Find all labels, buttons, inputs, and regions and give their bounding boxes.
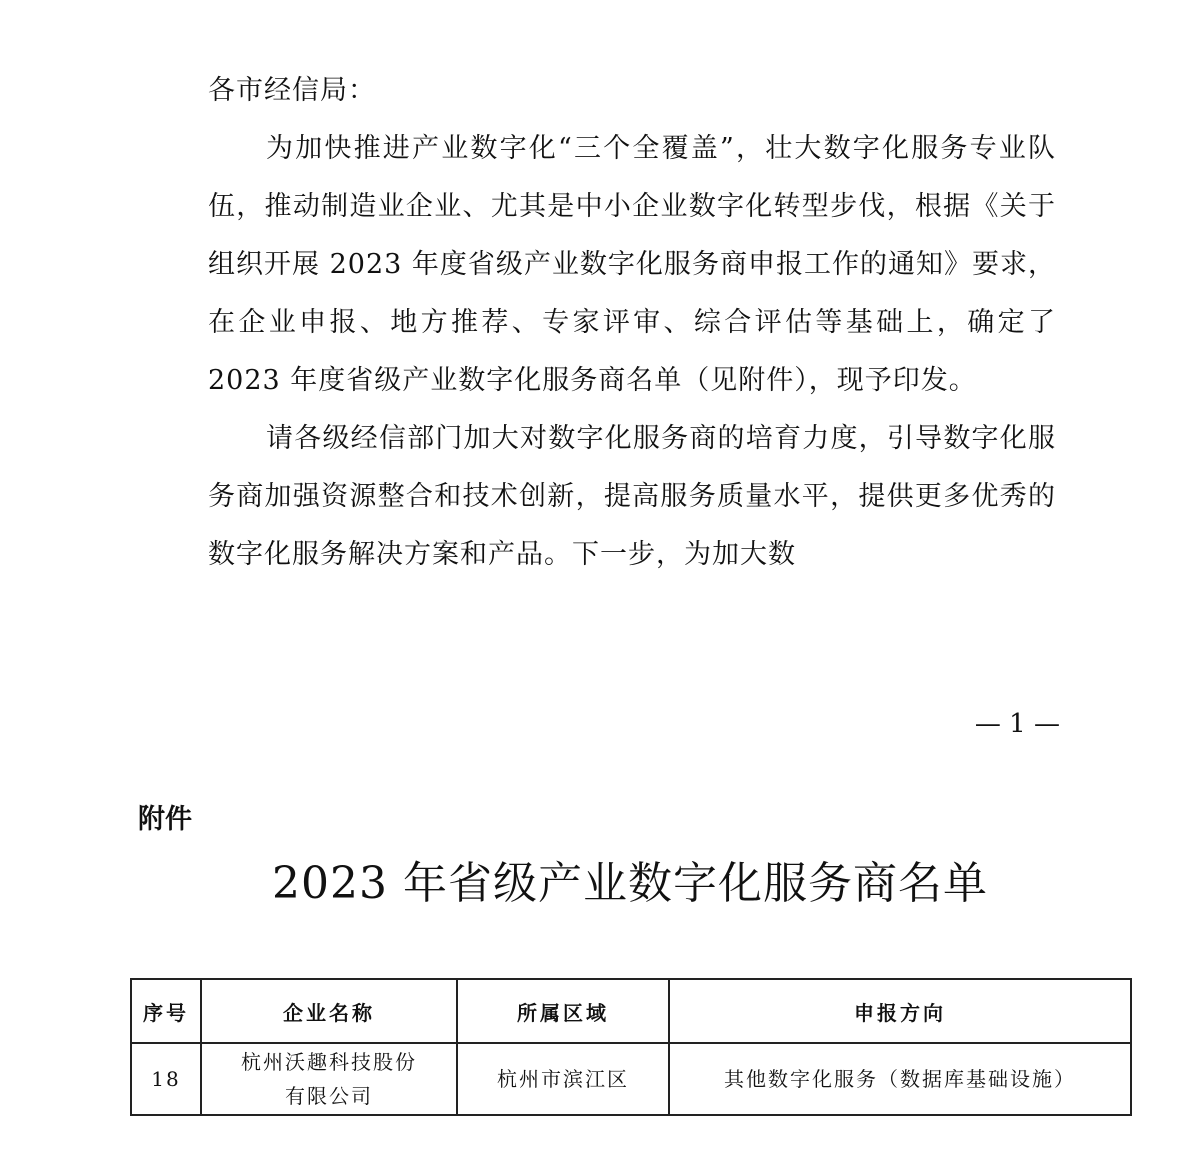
- paragraph-1: 为加快推进产业数字化“三个全覆盖”，壮大数字化服务专业队伍，推动制造业企业、尤其是中小企业数字化转型步伐，根据《关于组织开展 2023 年度省级产业数字化服务商申报工作的通知》要求，在企业申报、地方推荐、专家评审、综合评估等基础上，确定了 2023 年度省级产业数字化服务商名单（见附件），现予印发。: [208, 133, 1056, 396]
- annex-label: 附件: [138, 804, 192, 835]
- provider-table: [130, 978, 1132, 1116]
- cell-region: 杭州市滨江区: [457, 1043, 669, 1115]
- salutation: 各市经信局：: [208, 75, 376, 106]
- annex-title: 2023 年省级产业数字化服务商名单: [272, 858, 988, 909]
- letter-body: [208, 62, 1056, 584]
- page-number: — 1 —: [974, 709, 1060, 739]
- company-name-line-1: 杭州沃趣科技股份: [241, 1050, 417, 1074]
- header-company-name: 企业名称: [201, 979, 457, 1043]
- header-region: 所属区域: [457, 979, 669, 1043]
- table-header-row: [131, 979, 1131, 1043]
- cell-company-name: [201, 1043, 457, 1115]
- cell-direction: 其他数字化服务（数据库基础设施）: [669, 1043, 1131, 1115]
- company-name-line-2: 有限公司: [285, 1084, 373, 1108]
- header-serial-number: 序号: [131, 979, 201, 1043]
- table-row: [131, 1043, 1131, 1115]
- header-direction: 申报方向: [669, 979, 1131, 1043]
- cell-serial-number: 18: [131, 1043, 201, 1115]
- paragraph-2: 请各级经信部门加大对数字化服务商的培育力度，引导数字化服务商加强资源整合和技术创新，提高服务质量水平，提供更多优秀的数字化服务解决方案和产品。下一步，为加大数: [208, 423, 1056, 570]
